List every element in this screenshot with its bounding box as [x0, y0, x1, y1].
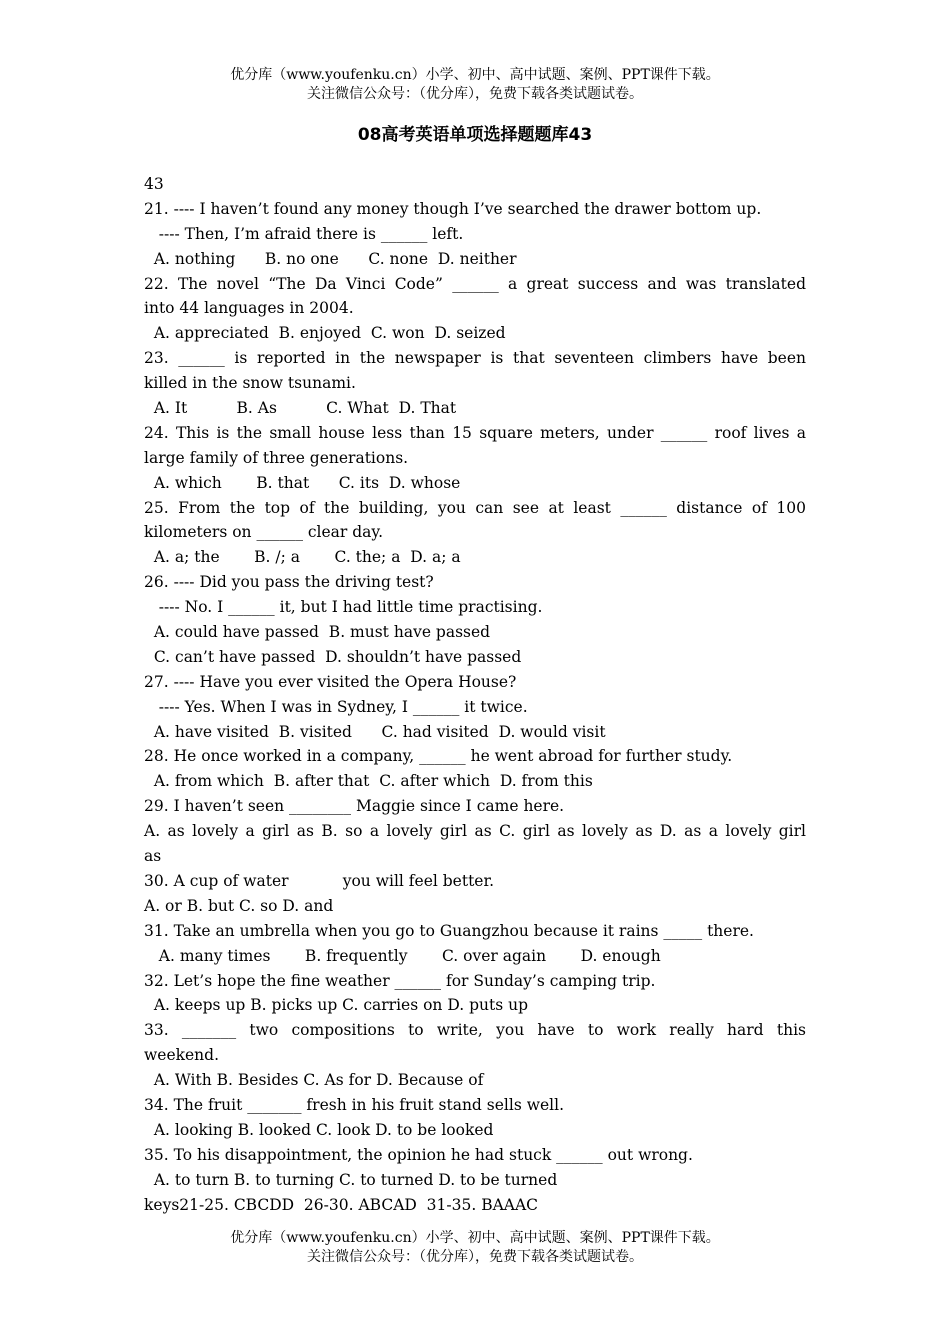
question-35-options: A. to turn B. to turning C. to turned D. to be turned	[144, 1170, 558, 1189]
question-body	[144, 172, 806, 1217]
question-22-options: A. appreciated B. enjoyed C. won D. seized	[144, 324, 506, 343]
question-33-options: A. With B. Besides C. As for D. Because of	[144, 1071, 484, 1090]
question-21-options: A. nothing B. no one C. none D. neither	[144, 249, 517, 268]
section-number: 43	[144, 175, 164, 193]
answer-keys: keys21-25. CBCDD 26-30. ABCAD 31-35. BAAAC	[144, 1195, 539, 1214]
question-29-prompt: 29. I haven’t seen ________ Maggie since I came here.	[144, 797, 565, 816]
question-26-reply: ---- No. I ______ it, but I had little time practising.	[144, 598, 543, 617]
question-33-prompt-cont: weekend.	[144, 1046, 220, 1065]
page-footer	[0, 1229, 950, 1267]
question-22-prompt-cont: into 44 languages in 2004.	[144, 299, 354, 318]
header-line-1: 优分库（www.youfenku.cn）小学、初中、高中试题、案例、PPT课件下载。	[230, 67, 720, 83]
question-30-prompt: 30. A cup of water you will feel better.	[144, 871, 495, 890]
question-32-prompt: 32. Let’s hope the fine weather ______ for Sunday’s camping trip.	[144, 971, 656, 990]
question-28-options: A. from which B. after that C. after which D. from this	[144, 772, 593, 791]
question-27-prompt: 27. ---- Have you ever visited the Opera House?	[144, 672, 517, 691]
question-27-reply: ---- Yes. When I was in Sydney, I ______ it twice.	[144, 697, 528, 716]
question-21-reply: ---- Then, I’m afraid there is ______ left.	[144, 224, 464, 243]
question-22-prompt: 22. The novel “The Da Vinci Code” ______ a great success and was translated	[144, 274, 806, 293]
question-25-options: A. a; the B. /; a C. the; a D. a; a	[144, 548, 461, 567]
question-27-options: A. have visited B. visited C. had visited D. would visit	[144, 722, 606, 741]
question-23-prompt-cont: killed in the snow tsunami.	[144, 374, 356, 393]
question-25-prompt: 25. From the top of the building, you can see at least ______ distance of 100	[144, 498, 806, 517]
question-29-options-cont: as	[144, 847, 162, 866]
question-24-prompt-cont: large family of three generations.	[144, 448, 409, 467]
question-30-options: A. or B. but C. so D. and	[144, 896, 334, 915]
header-line-2: 关注微信公众号：（优分库），免费下载各类试题试卷。	[307, 86, 643, 102]
question-28-prompt: 28. He once worked in a company, ______ he went abroad for further study.	[144, 747, 733, 766]
question-34-options: A. looking B. looked C. look D. to be looked	[144, 1120, 494, 1139]
page-title: 08高考英语单项选择题题库43	[357, 125, 593, 145]
question-32-options: A. keeps up B. picks up C. carries on D. puts up	[144, 996, 528, 1015]
footer-line-2: 关注微信公众号：（优分库），免费下载各类试题试卷。	[307, 1249, 643, 1265]
question-34-prompt: 34. The fruit _______ fresh in his fruit stand sells well.	[144, 1095, 564, 1114]
question-31-options: A. many times B. frequently C. over again D. enough	[144, 946, 661, 965]
question-31-prompt: 31. Take an umbrella when you go to Guangzhou because it rains _____ there.	[144, 921, 754, 940]
question-23-prompt: 23. ______ is reported in the newspaper is that seventeen climbers have been	[144, 349, 806, 368]
question-26-options-ab: A. could have passed B. must have passed	[144, 623, 491, 642]
question-26-prompt: 26. ---- Did you pass the driving test?	[144, 573, 434, 592]
question-24-prompt: 24. This is the small house less than 15 square meters, under ______ roof lives a	[144, 423, 806, 442]
question-33-prompt: 33. _______ two compositions to write, you have to work really hard this	[144, 1021, 806, 1040]
question-29-options: A. as lovely a girl as B. so a lovely girl as C. girl as lovely as D. as a lovely girl	[144, 822, 806, 841]
question-26-options-cd: C. can’t have passed D. shouldn’t have passed	[144, 647, 522, 666]
question-25-prompt-cont: kilometers on ______ clear day.	[144, 523, 384, 542]
page-header	[0, 66, 950, 104]
question-35-prompt: 35. To his disappointment, the opinion he had stuck ______ out wrong.	[144, 1145, 693, 1164]
footer-line-1: 优分库（www.youfenku.cn）小学、初中、高中试题、案例、PPT课件下载。	[230, 1230, 720, 1246]
question-21-prompt: 21. ---- I haven’t found any money though I’ve searched the drawer bottom up.	[144, 199, 762, 218]
question-23-options: A. It B. As C. What D. That	[144, 399, 457, 418]
question-24-options: A. which B. that C. its D. whose	[144, 473, 461, 492]
